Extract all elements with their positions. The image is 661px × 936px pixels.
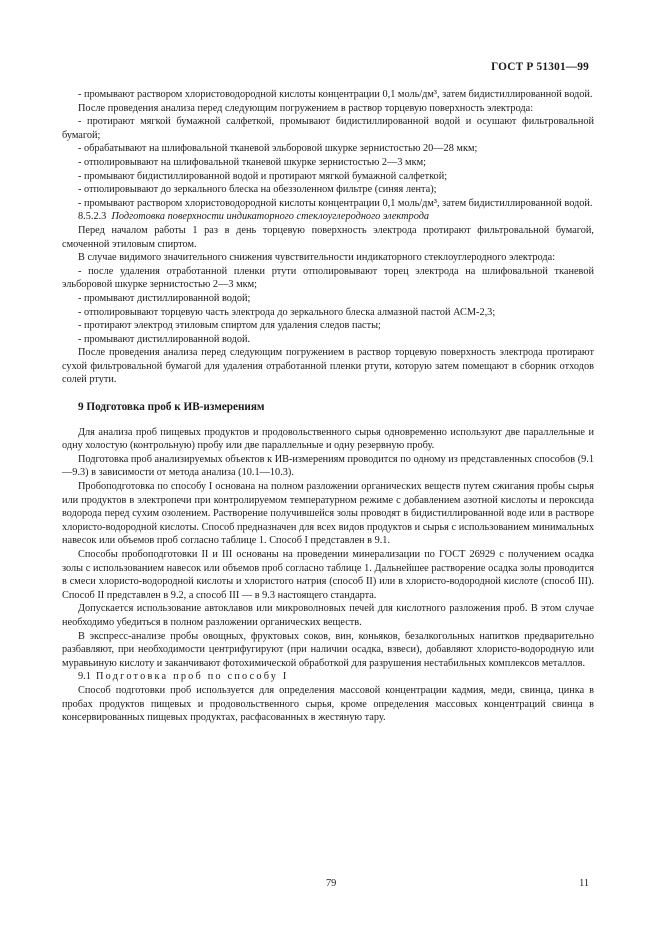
list-item: - протирают электрод этиловым спиртом для удаления следов пасты; [78, 320, 381, 332]
paragraph: В экспресс-анализе пробы овощных, фруктовых соков, вин, коньяков, безалкогольных напитков предварительно разбавляют, при необходимости центрифугируют (при наличии осадка, взвеси), добавляют хлористо-водородную или муравьиную кислоту и заканчивают фотохимической обработкой для разрушения нестабильных комплексов металлов. [62, 630, 594, 669]
subsection-title [62, 210, 594, 224]
subsection-title [62, 670, 594, 684]
paragraph: Пробоподготовка по способу I основана на полном разложении органических веществ путем сжигания пробы сырья или продуктов в электропечи при контролируемом температурном режиме с добавлением азотной кислоты и пероксида водорода перед сухим озолением. Растворение получившейся золы проводят в бидистиллированной воде или в растворе хлористо-водородной кислоты. Способ предназначен для всех видов продуктов и сырья с использованием минимальных навесок или объемов проб согласно таблице 1. Способ I представлен в 9.1. [62, 481, 594, 547]
subsection-title-text: Подготовка проб по способу I [96, 671, 289, 683]
list-item: - промывают дистиллированной водой. [78, 333, 251, 345]
subsection-number: 8.5.2.3 [78, 211, 107, 223]
page-content [62, 88, 594, 725]
subsection-number: 9.1 [78, 671, 91, 683]
paragraph: Подготовка проб анализируемых объектов к ИВ-измерениям проводится по одному из представленных способов (9.1—9.3) в зависимости от метода анализа (10.1—10.3). [62, 453, 594, 479]
document-code: ГОСТ Р 51301—99 [491, 61, 589, 73]
paragraph: Допускается использование автоклавов или микроволновых печей для кислотного разложения проб. В этом случае необходимо убедиться в полном разложении органических веществ. [62, 603, 594, 628]
page-number-center: 79 [326, 878, 337, 889]
list-item: - после удаления отработанной пленки ртути отполировывают торец электрода на шлифовальной тканевой эльборовой шкурке зернистостью 2—3 мкм; [62, 265, 594, 291]
paragraph: Перед началом работы 1 раз в день торцевую поверхность электрода протирают фильтровальной бумагой, смоченной этиловым спиртом. [62, 224, 594, 250]
paragraph: В случае видимого значительного снижения чувствительности индикаторного стеклоуглеродного электрода: [78, 252, 556, 264]
list-item: - промывают дистиллированной водой; [78, 292, 251, 304]
list-item: - обрабатывают на шлифовальной тканевой эльборовой шкурке зернистостью 20—28 мкм; [78, 143, 478, 155]
paragraph: Способы пробоподготовки II и III основаны на проведении минерализации по ГОСТ 26929 с получением осадка золы с использованием навесок или объемов проб согласно таблице 1. Дальнейшее растворение осадка золы проводится в смеси хлористо-водородной кислоты и хлористого натрия (способ II) или в хлористо-водородной кислоте (способ III). Способ II представлен в 9.2, а способ III — в 9.3 настоящего стандарта. [62, 549, 594, 601]
paragraph: Способ подготовки проб используется для определения массовой концентрации кадмия, меди, свинца, цинка в пробах продуктов пищевых и продовольственного сырья, кроме определения массовых концентраций свинца в консервированных пищевых продуктах, расфасованных в жестяную тару. [62, 684, 594, 724]
paragraph: После проведения анализа перед следующим погружением в раствор торцевую поверхность электрода протирают сухой фильтровальной бумагой для удаления отработанной пленки ртути, которую затем помещают в сборник отходов солей ртути. [62, 347, 594, 386]
list-item: - отполировывают на шлифовальной тканевой шкурке зернистостью 2—3 мкм; [78, 156, 426, 168]
list-item: - отполировывают до зеркального блеска на обеззоленном фильтре (синяя лента); [78, 184, 437, 196]
subsection-title-text: Подготовка поверхности индикаторного стеклоуглеродного электрода [111, 211, 430, 223]
list-item: - протирают мягкой бумажной салфеткой, промывают бидистиллированной водой и осушают фильтровальной бумагой; [62, 116, 594, 141]
section-heading: 9 Подготовка проб к ИВ-измерениям [78, 401, 265, 414]
list-item: - отполировывают торцевую часть электрода до зеркального блеска алмазной пастой АСМ-2,3; [78, 306, 496, 318]
paragraph: - промывают раствором хлористоводородной кислоты концентрации 0,1 моль/дм³, затем бидистиллированной водой. [78, 89, 593, 100]
list-item: - промывают бидистиллированной водой и протирают мягкой бумажной салфеткой; [78, 170, 448, 182]
list-item: - промывают раствором хлористоводородной кислоты концентрации 0,1 моль/дм³, затем бидистиллированной водой. [78, 197, 593, 209]
paragraph: После проведения анализа перед следующим погружением в раствор торцевую поверхность электрода: [78, 102, 534, 114]
page-number-right: 11 [579, 878, 589, 889]
paragraph: Для анализа проб пищевых продуктов и продовольственного сырья одновременно используют две параллельные и одну холостую (контрольную) пробу или две параллельные и одну резервную пробу. [62, 426, 594, 452]
